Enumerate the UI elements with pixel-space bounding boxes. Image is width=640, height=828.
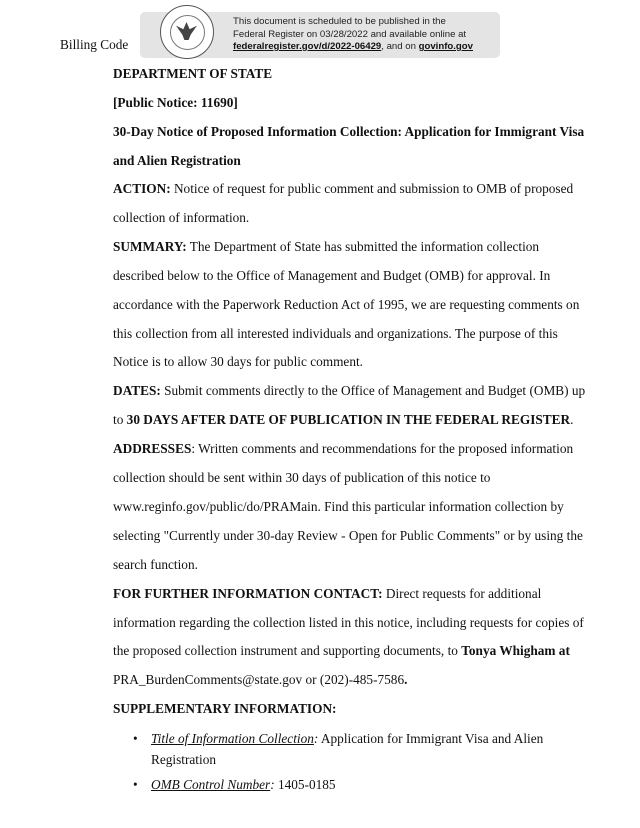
notice-title: 30-Day Notice of Proposed Information Collection: Application for Immigrant Visa	[113, 124, 585, 139]
contact-email[interactable]: PRA_BurdenComments@state.gov	[113, 672, 303, 687]
list-item: Title of Information Collection: Application for Immigrant Visa and Alien	[151, 731, 544, 746]
notice-title-cont: and Alien Registration	[113, 153, 241, 168]
banner-text: This document is scheduled to be published in the Federal Register on 03/28/2022 and available online at federalregister.gov/d/2022-06429, and on govinfo.gov	[233, 16, 473, 52]
action-section: ACTION: Notice of request for public comment and submission to OMB of proposed	[113, 181, 574, 196]
reginfo-link[interactable]: www.reginfo.gov/public/do/PRAMain	[113, 499, 318, 514]
summary-section: SUMMARY: The Department of State has submitted the information collection	[113, 239, 540, 254]
list-item: OMB Control Number: 1405-0185	[151, 777, 336, 792]
billing-code: Billing Code	[60, 37, 129, 52]
dates-section: DATES: Submit comments directly to the Office of Management and Budget (OMB) up	[113, 383, 586, 398]
contact-section: FOR FURTHER INFORMATION CONTACT: Direct requests for additional	[113, 586, 542, 601]
addresses-section: ADDRESSES: Written comments and recommendations for the proposed information	[113, 441, 574, 456]
bullet-icon: •	[133, 777, 138, 792]
federal-register-link[interactable]: federalregister.gov/d/2022-06429	[233, 41, 382, 52]
department-heading: DEPARTMENT OF STATE	[113, 66, 273, 81]
national-archives-seal-icon	[160, 5, 214, 59]
bullet-icon: •	[133, 731, 138, 746]
document-page: Billing Code This document is scheduled to be published in the Federal Register on 03/28/2022 and available online at federalregister.gov/d/2022-06429, and on govinfo.gov DEPARTMENT OF STATE [Public Notice: 11690] 30-Day Notice of Proposed Information Collection: Application for Immigrant Visa and Alien Registration ACTION: Notice of request for public comment and submission to OMB of proposed collection of information. SUMMARY: The Department of State has submitted the information collection described below to the Office of Management and Budget (OMB) for approval. In accordance with the Paperwork Reduction Act of 1995, we are requesting comments on this collection from all interested individuals and organizations. The purpose of this Notice is to allow 30 days for public comment. DATES: Submit comments directly to the Office of Management and Budget (OMB) up to 30 DAYS AFTER DATE OF PUBLICATION IN THE FEDERAL REGISTER. ADDRESSES: Written comments and recommendations for the proposed information collection should be sent within 30 days of publication of this notice to www.reginfo.gov/public/do/PRAMain. Find this particular information collection by selecting "Currently under 30-day Review - Open for Public Comments" or by using the search function. FOR FURTHER INFORMATION CONTACT: Direct requests for additional information regarding the collection listed in this notice, including requests for copies of the proposed collection instrument and supporting documents, to Tonya Whigham at PRA_BurdenComments@state.gov or (202)-485-7586. SUPPLEMENTARY INFORMATION: • Title of Information Collection: Application for Immigrant Visa and Alien Registration • OMB Control Number: 1405-0185	[0, 0, 640, 828]
supplementary-heading: SUPPLEMENTARY INFORMATION:	[113, 701, 337, 716]
public-notice-number: [Public Notice: 11690]	[113, 95, 238, 110]
govinfo-link[interactable]: govinfo.gov	[418, 41, 473, 52]
